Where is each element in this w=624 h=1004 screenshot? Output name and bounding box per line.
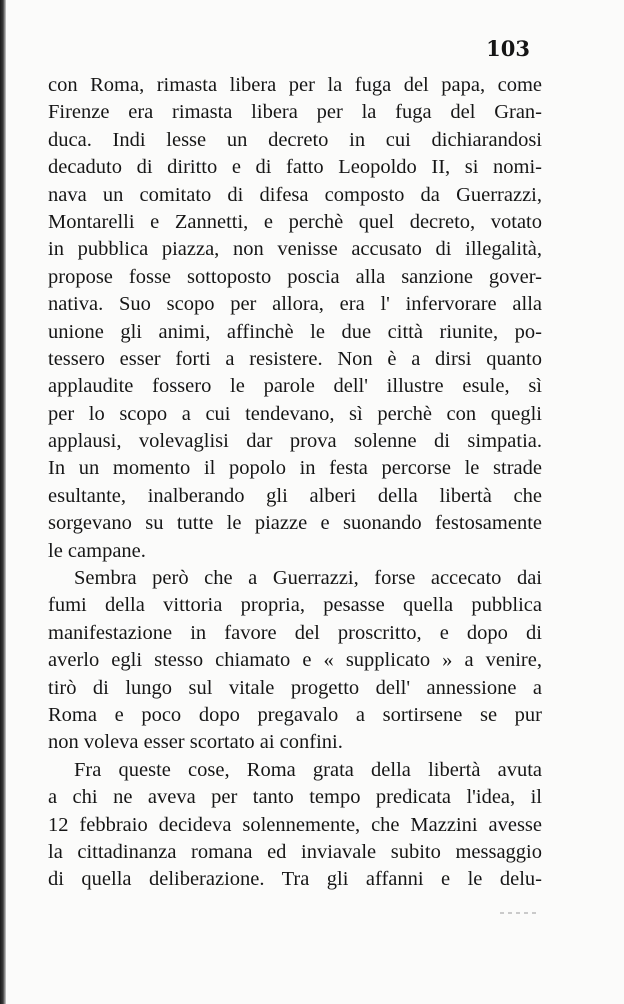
text-line: tessero esser forti a resistere. Non è a dirsi quanto	[48, 347, 542, 370]
text-line: In un momento il popolo in festa percorse le strade	[48, 457, 542, 480]
text-line: nava un comitato di difesa composto da Guerrazzi,	[48, 183, 542, 206]
text-line: Montarelli e Zannetti, e perchè quel decreto, votato	[48, 210, 542, 233]
text-line: fumi della vittoria propria, pesasse quella pubblica	[48, 594, 542, 617]
text-line: averlo egli stesso chiamato e « supplicato » a venire,	[48, 649, 542, 672]
text-line: le campane.	[48, 539, 146, 562]
text-line: Sembra però che a Guerrazzi, forse accecato dai	[74, 567, 542, 590]
text-line: manifestazione in favore del proscritto, e dopo di	[48, 621, 542, 644]
text-line: con Roma, rimasta libera per la fuga del papa, come	[48, 74, 542, 96]
text-line: duca. Indi lesse un decreto in cui dichiarandosi	[48, 128, 542, 151]
paragraph	[48, 72, 542, 565]
text-line: per lo scopo a cui tendevano, sì perchè con quegli	[48, 402, 542, 425]
text-line: in pubblica piazza, non venisse accusato di illegalità,	[48, 238, 542, 261]
text-line: decaduto di diritto e di fatto Leopoldo II, si nomi-	[48, 156, 542, 179]
text-line: di quella deliberazione. Tra gli affanni e le delu-	[48, 868, 542, 891]
text-line: Fra queste cose, Roma grata della libertà avuta	[74, 758, 542, 781]
binding-edge	[0, 0, 6, 1004]
text-line: nativa. Suo scopo per allora, era l' infervorare alla	[48, 293, 542, 316]
text-line: non voleva esser scortato ai confini.	[48, 731, 343, 754]
text-line: sorgevano su tutte le piazze e suonando festosamente	[48, 512, 542, 535]
page-number: 103	[486, 36, 530, 61]
paragraph	[48, 565, 542, 757]
text-line: la cittadinanza romana ed inviavale subito messaggio	[48, 840, 542, 863]
text-line: Roma e poco dopo pregavalo a sortirsene se pur	[48, 703, 542, 726]
text-line: tirò di lungo sul vitale progetto dell' annessione a	[48, 676, 542, 699]
text-line: propose fosse sottoposto poscia alla sanzione gover-	[48, 265, 542, 288]
text-line: Firenze era rimasta libera per la fuga del Gran-	[48, 101, 542, 124]
text-line: a chi ne aveva per tanto tempo predicata l'idea, il	[48, 786, 542, 809]
text-line: esultante, inalberando gli alberi della libertà che	[48, 484, 542, 507]
body-text	[48, 72, 542, 894]
text-line: unione gli animi, affinchè le due città riunite, po-	[48, 320, 542, 343]
text-line: applaudite fossero le parole dell' illustre esule, sì	[48, 375, 542, 398]
text-line: applausi, volevaglisi dar prova solenne di simpatia.	[48, 430, 542, 453]
paragraph	[48, 757, 542, 894]
print-mark	[500, 912, 536, 914]
text-line: 12 febbraio decideva solennemente, che Mazzini avesse	[48, 813, 542, 836]
